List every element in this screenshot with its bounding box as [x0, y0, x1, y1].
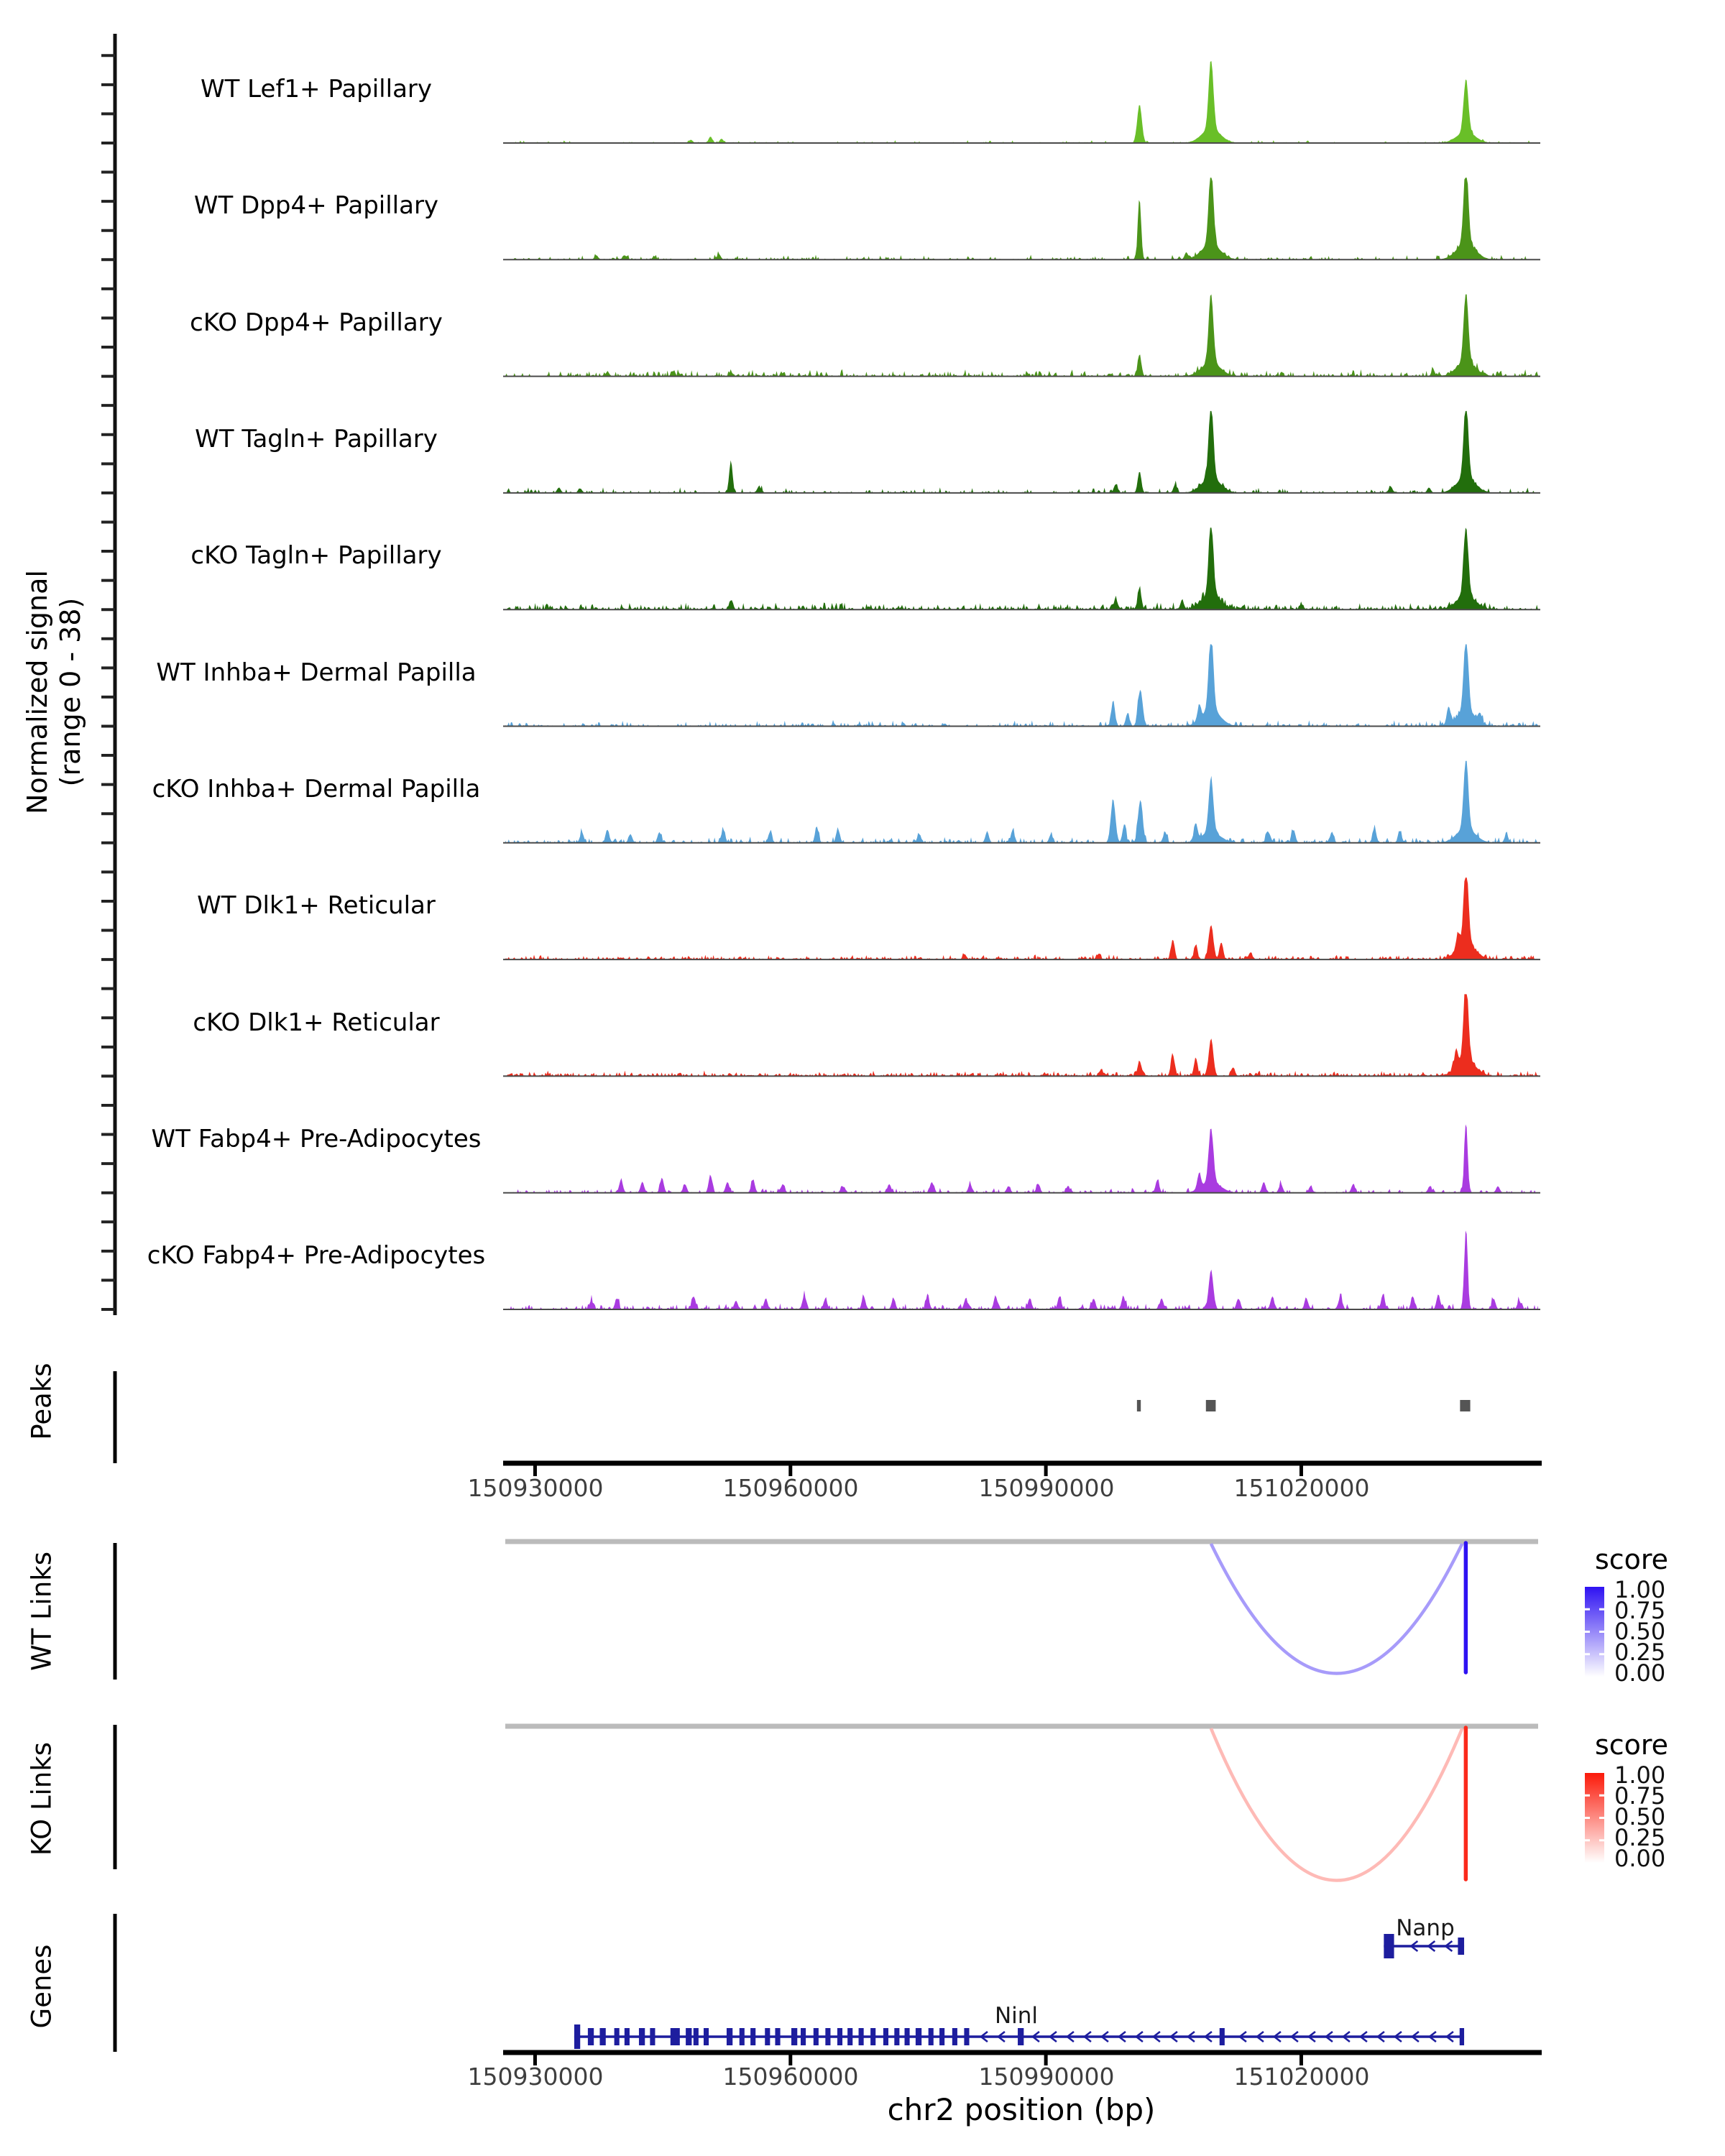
track-label-cko-inhba: cKO Inhba+ Dermal Papilla: [152, 775, 481, 803]
bottom-axis-tick-150990000: 150990000: [978, 2063, 1115, 2091]
wt-legend-tick-100: 1.00: [1614, 1576, 1666, 1603]
ko-legend-tick-000: 0.00: [1614, 1845, 1666, 1872]
ko-legend-tick-075: 0.75: [1614, 1782, 1666, 1810]
signal-axis-label-line1: Normalized signal: [22, 570, 53, 814]
wt-legend-tick-050: 0.50: [1614, 1618, 1666, 1645]
section-label-wt-links: WT Links: [26, 1552, 58, 1671]
bottom-axis-tick-150960000: 150960000: [722, 2063, 859, 2091]
section-label-peaks: Peaks: [26, 1363, 58, 1440]
gene-label-nanp: Nanp: [1396, 1915, 1455, 1941]
bottom-axis-tick-150930000: 150930000: [467, 2063, 604, 2091]
ko-links-legend-title: score: [1594, 1729, 1669, 1761]
track-label-cko-tagln: cKO Tagln+ Papillary: [190, 541, 442, 570]
top-axis-tick-150990000: 150990000: [978, 1474, 1115, 1502]
wt-links-legend-title: score: [1594, 1544, 1669, 1575]
signal-axis-label-line2: (range 0 - 38): [55, 597, 86, 787]
wt-legend-tick-075: 0.75: [1614, 1597, 1666, 1624]
top-axis-tick-150930000: 150930000: [467, 1474, 604, 1502]
track-label-cko-dpp4: cKO Dpp4+ Papillary: [190, 308, 443, 337]
track-label-cko-fabp4: cKO Fabp4+ Pre-Adipocytes: [147, 1241, 486, 1270]
track-label-wt-fabp4: WT Fabp4+ Pre-Adipocytes: [151, 1125, 482, 1153]
track-label-wt-tagln: WT Tagln+ Papillary: [195, 425, 438, 453]
track-label-wt-dpp4: WT Dpp4+ Papillary: [193, 191, 439, 220]
ko-legend-tick-025: 0.25: [1614, 1824, 1666, 1851]
ko-legend-tick-050: 0.50: [1614, 1803, 1666, 1830]
section-label-genes: Genes: [26, 1944, 58, 2029]
track-label-cko-dlk1: cKO Dlk1+ Reticular: [193, 1008, 440, 1037]
section-label-ko-links: KO Links: [26, 1741, 58, 1856]
track-label-wt-dlk1: WT Dlk1+ Reticular: [197, 891, 436, 920]
top-axis-tick-151020000: 151020000: [1233, 1474, 1370, 1502]
wt-legend-tick-000: 0.00: [1614, 1659, 1666, 1687]
x-axis-title: chr2 position (bp): [887, 2092, 1156, 2127]
track-label-wt-inhba: WT Inhba+ Dermal Papilla: [156, 658, 477, 687]
ko-legend-tick-100: 1.00: [1614, 1761, 1666, 1789]
wt-legend-tick-025: 0.25: [1614, 1639, 1666, 1666]
track-label-wt-lef1: WT Lef1+ Papillary: [200, 75, 433, 103]
top-axis-tick-150960000: 150960000: [722, 1474, 859, 1502]
gene-label-ninl: Ninl: [994, 2003, 1039, 2029]
bottom-axis-tick-151020000: 151020000: [1233, 2063, 1370, 2091]
